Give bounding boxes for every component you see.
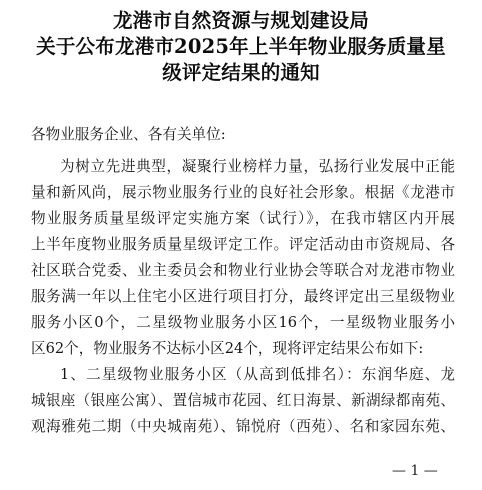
paragraph-line: 上半年度物业服务质量星级评定工作。评定活动由市资规局、各: [31, 236, 455, 253]
title-line-2: 关于公布龙港市2025年上半年物业服务质量星: [36, 35, 446, 58]
document-title: [0, 8, 482, 86]
paragraph-line: 量和新风尚，展示物业服务行业的良好社会形象。根据《龙港市: [31, 184, 455, 201]
title-line-1: 龙港市自然资源与规划建设局: [112, 9, 370, 32]
list-item-line: 城银座（银座公寓）、置信城市花园、红日海景、新湖绿都南苑、: [31, 392, 455, 409]
paragraph-line: 为树立先进典型，凝聚行业榜样力量，弘扬行业发展中正能: [60, 158, 455, 175]
paragraph-line: 区62个，物业服务不达标小区24个，现将评定结果公布如下:: [31, 340, 424, 357]
list-item-line: 观海雅苑二期（中央城南苑）、锦悦府（西苑）、名和家园东苑、: [31, 418, 455, 435]
title-line-3: 级评定结果的通知: [162, 61, 320, 84]
paragraph-intro: [31, 154, 455, 362]
document-body: [31, 122, 455, 440]
list-item-line: 1、二星级物业服务小区（从高到低排名）：东润华庭、龙: [60, 366, 455, 383]
paragraph-line: 服务小区0个，二星级物业服务小区16个，一星级物业服务小: [31, 314, 455, 331]
page-number: — 1 —: [392, 463, 438, 479]
paragraph-line: 物业服务质量星级评定实施方案（试行）》，在我市辖区内开展: [31, 210, 455, 227]
paragraph-line: 服务满一年以上住宅小区进行项目打分，最终评定出三星级物业: [31, 288, 455, 305]
list-item-two-star: [31, 362, 455, 440]
salutation: 各物业服务企业、各有关单位:: [31, 126, 226, 143]
paragraph-line: 社区联合党委、业主委员会和物业行业协会等联合对龙港市物业: [31, 262, 455, 279]
